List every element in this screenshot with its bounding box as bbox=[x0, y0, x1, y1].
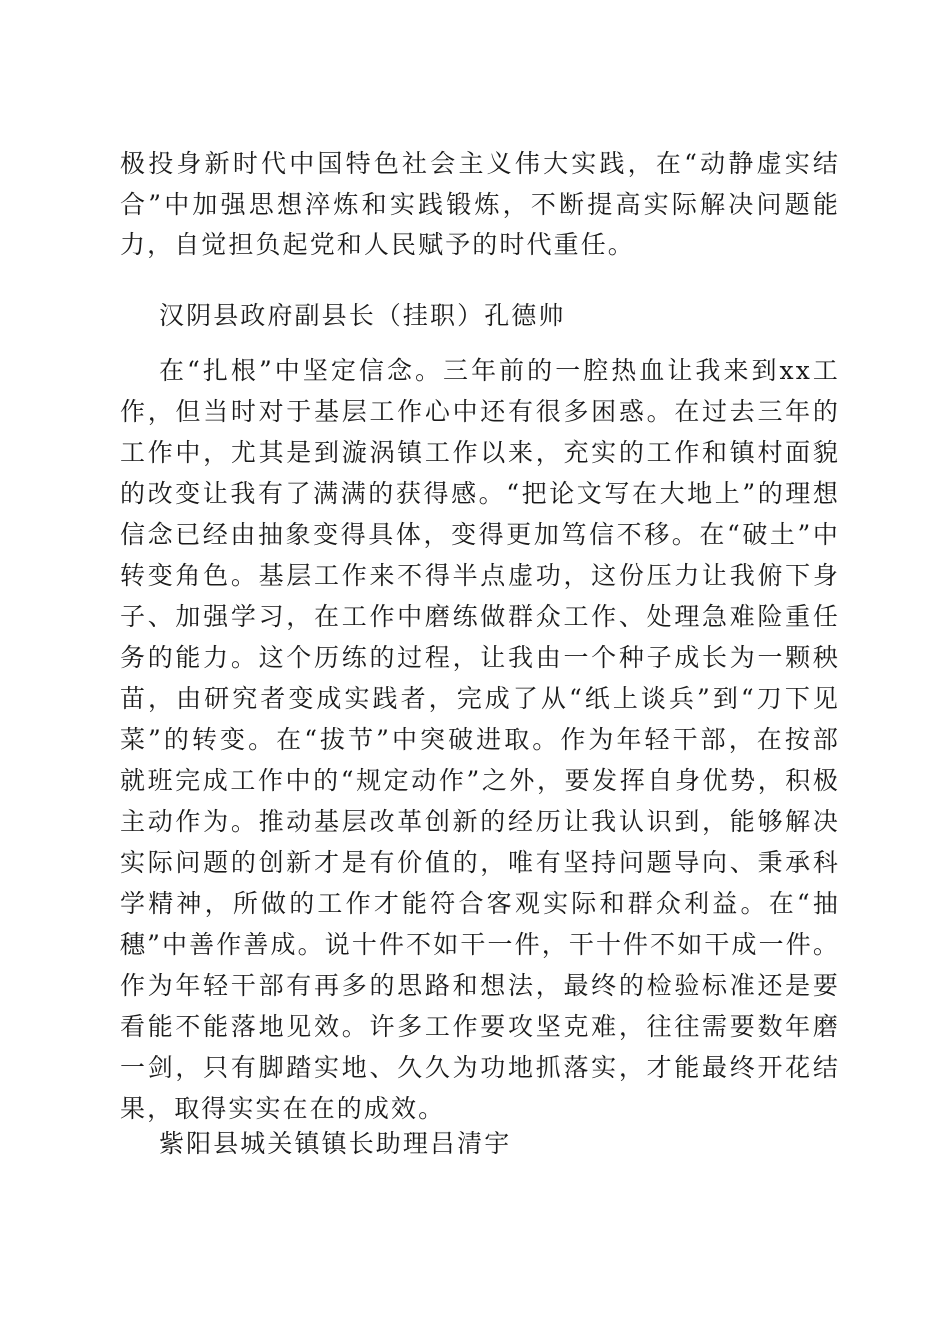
body-text-block-1 bbox=[120, 144, 840, 266]
paragraph-continuation: 极投身新时代中国特色社会主义伟大实践，在“动静虚实结合”中加强思想淬炼和实践锻炼，不断提高实际解决问题能力，自觉担负起党和人民赋予的时代重任。 bbox=[120, 149, 840, 259]
author-signature-1: 汉阴县政府副县长（挂职）孔德帅 bbox=[159, 301, 566, 330]
body-text-block-2 bbox=[120, 350, 840, 1129]
author-signature-2: 紫阳县城关镇镇长助理吕清宇 bbox=[159, 1129, 512, 1158]
paragraph-main: 在“扎根”中坚定信念。三年前的一腔热血让我来到xx工作，但当时对于基层工作心中还有很多困惑。在过去三年的工作中，尤其是到漩涡镇工作以来，充实的工作和镇村面貌的改变让我有了满满的获得感。“把论文写在大地上”的理想信念已经由抽象变得具体，变得更加笃信不移。在“破土”中转变角色。基层工作来不得半点虚功，这份压力让我俯下身子、加强学习，在工作中磨练做群众工作、处理急难险重任务的能力。这个历练的过程，让我由一个种子成长为一颗秧苗，由研究者变成实践者，完成了从“纸上谈兵”到“刀下见菜”的转变。在“拔节”中突破进取。作为年轻干部，在按部就班完成工作中的“规定动作”之外，要发挥自身优势，积极主动作为。推动基层改革创新的经历让我认识到，能够解决实际问题的创新才是有价值的，唯有坚持问题导向、秉承科学精神，所做的工作才能符合客观实际和群众利益。在“抽穗”中善作善成。说十件不如干一件，干十件不如干成一件。作为年轻干部有再多的思路和想法，最终的检验标准还是要看能不能落地见效。许多工作要攻坚克难，往往需要数年磨一剑，只有脚踏实地、久久为功地抓落实，才能最终开花结果，取得实实在在的成效。 bbox=[120, 356, 840, 1123]
